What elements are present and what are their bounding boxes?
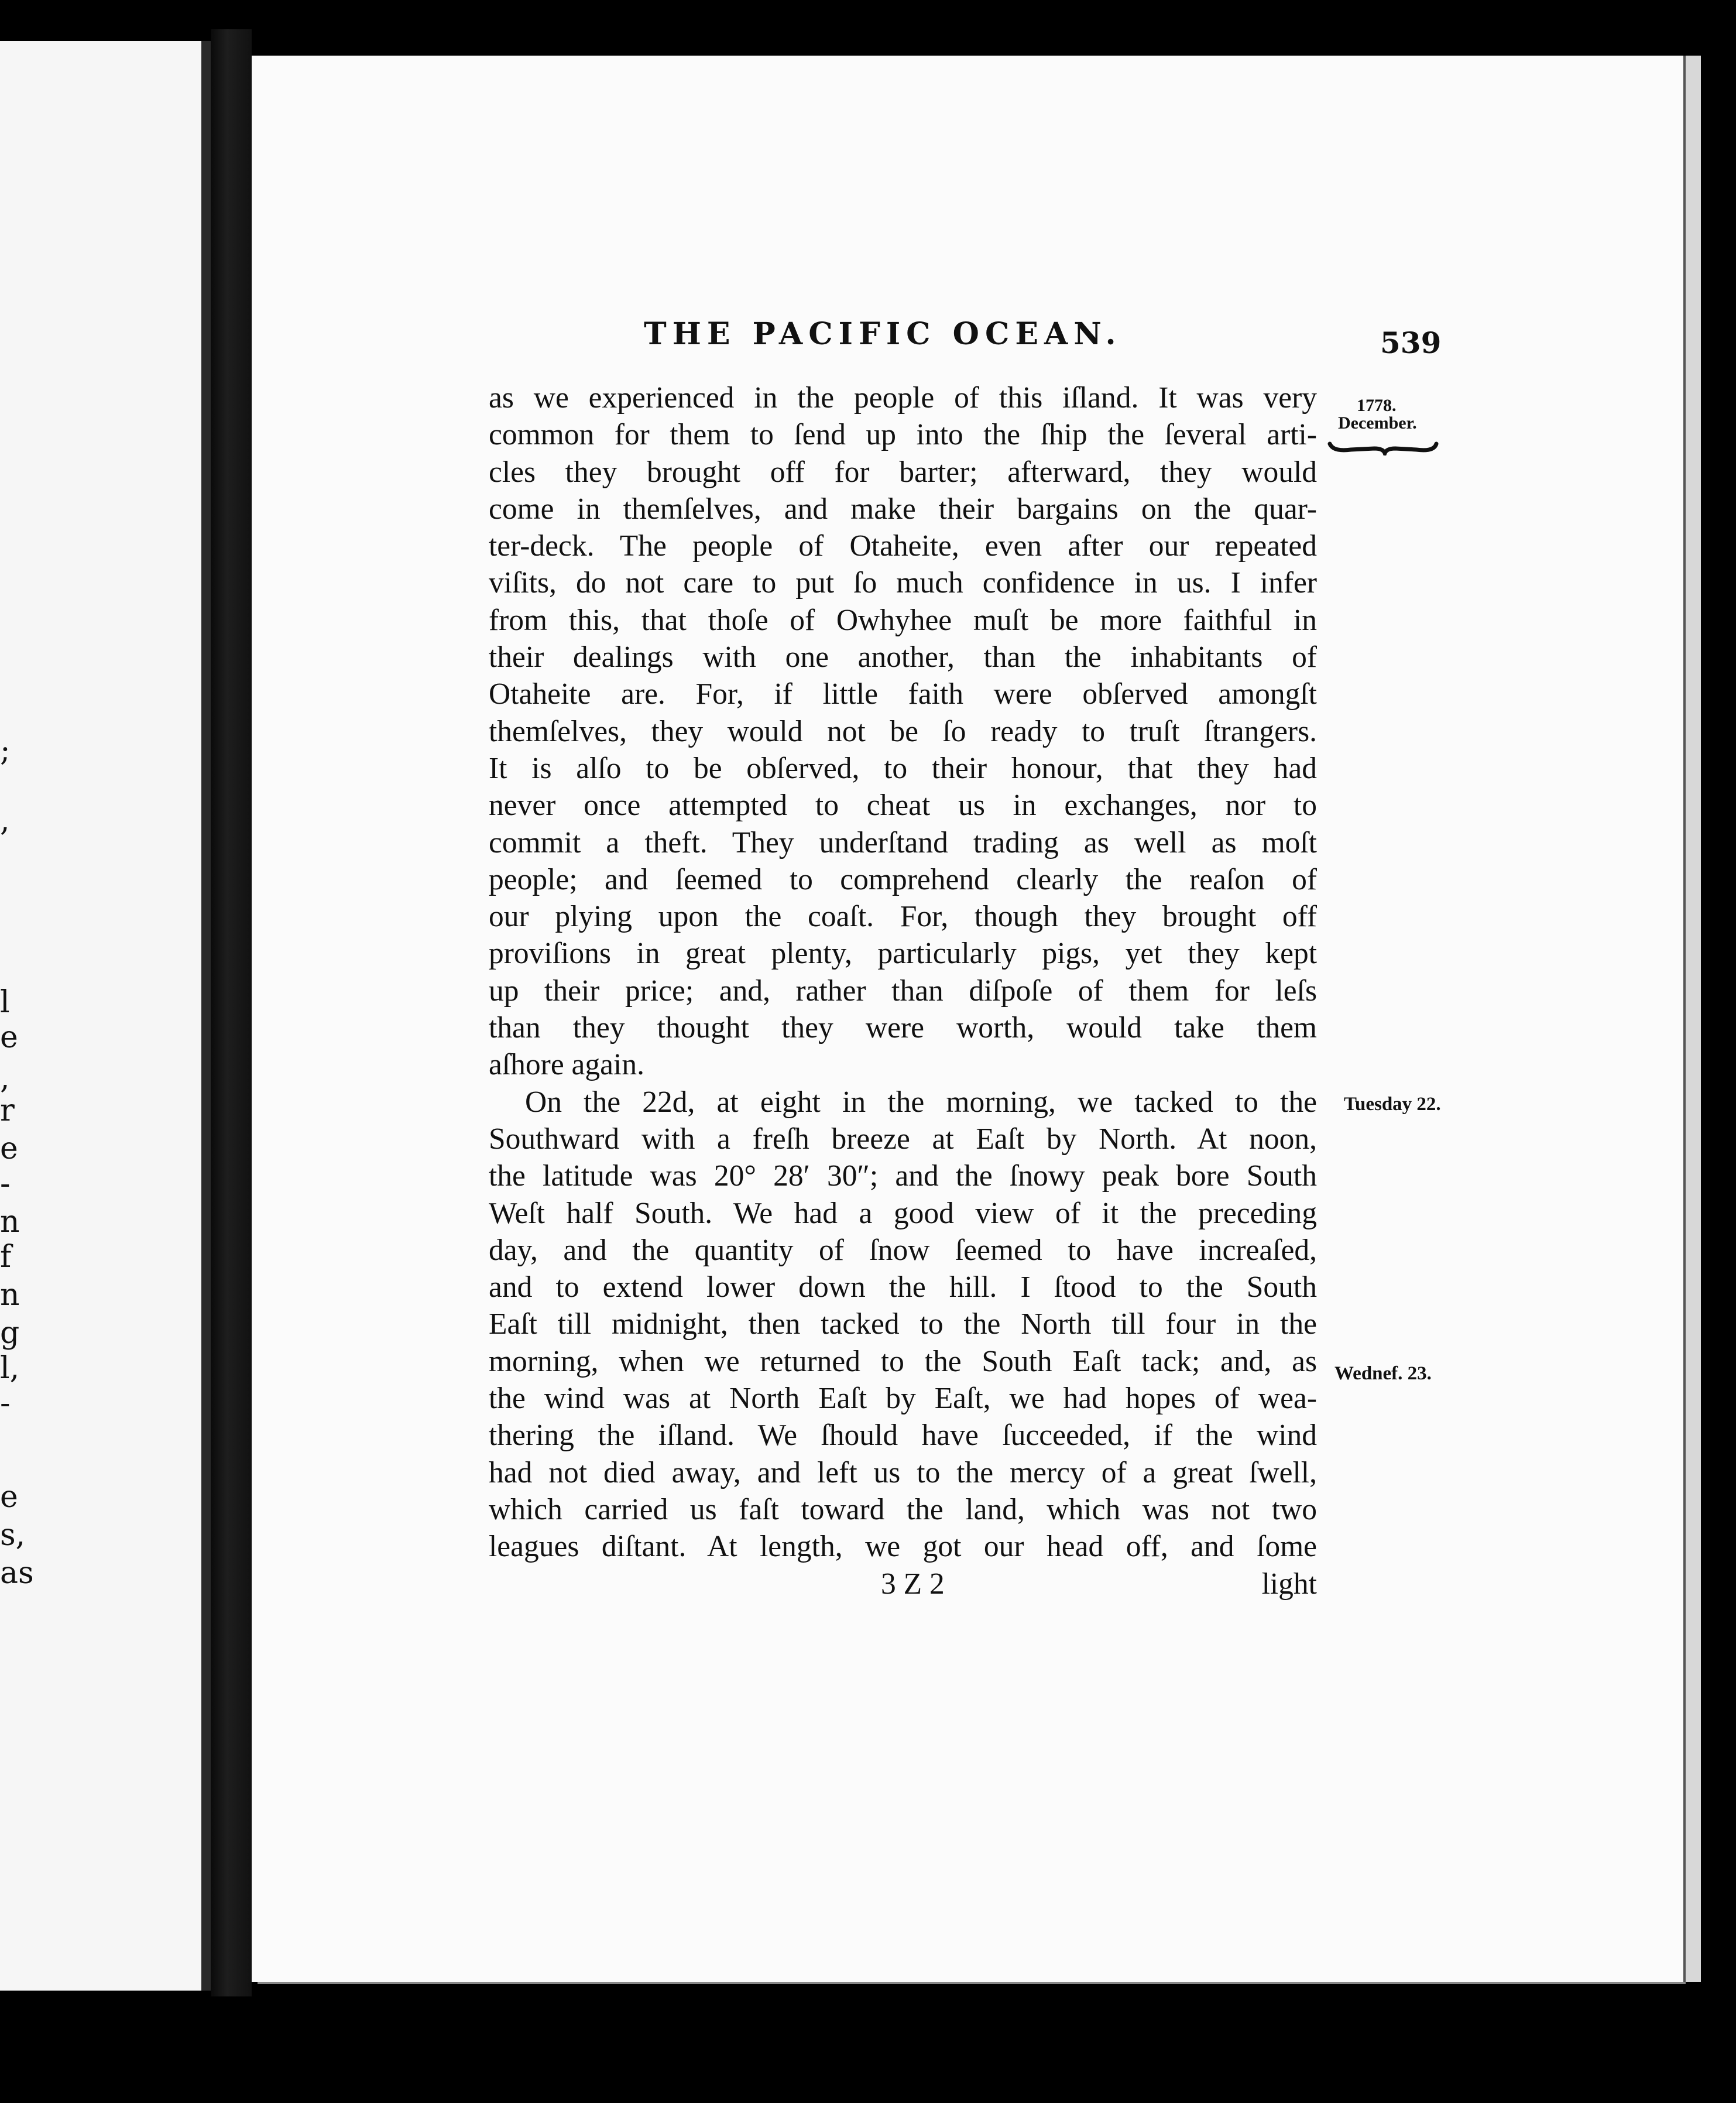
text-line: viſits, do not care to put ſo much confidence in us. I infer	[489, 566, 1317, 600]
text-line: our plying upon the coaſt. For, though they brought off	[489, 900, 1317, 934]
text-line: people; and ſeemed to comprehend clearly the reaſon of	[489, 862, 1317, 896]
left-fragment: ;	[0, 733, 11, 768]
paragraph-2	[489, 1084, 1317, 1566]
page-bottom-edge	[258, 1982, 1686, 1984]
text-line: Weſt half South. We had a good view of it the preceding	[489, 1196, 1317, 1230]
left-fragment: n	[0, 1204, 20, 1239]
text-line: than they thought they were worth, would take them	[489, 1011, 1317, 1045]
margin-note-month: December.	[1338, 413, 1417, 433]
left-fragment: l	[0, 985, 10, 1020]
text-line: Otaheite are. For, if little faith were obſerved amongſt	[489, 677, 1317, 711]
paragraph-1	[489, 379, 1317, 1084]
page-number: 539	[1380, 326, 1442, 360]
text-line: thering the iſland. We ſhould have ſucceeded, if the wind	[489, 1419, 1317, 1453]
left-fragment: ,	[0, 1061, 10, 1096]
text-line: Eaſt till midnight, then tacked to the North till four in the	[489, 1307, 1317, 1341]
text-line: from this, that thoſe of Owhyhee muſt be more faithful in	[489, 603, 1317, 637]
text-line: come in themſelves, and make their bargains on the quar-	[489, 492, 1317, 526]
left-fragment: n	[0, 1277, 20, 1313]
text-line: cles they brought off for barter; afterward, they would	[489, 455, 1317, 489]
left-fragment: e	[0, 1479, 18, 1515]
left-fragment: e	[0, 1131, 18, 1166]
book-gutter	[211, 29, 252, 1996]
left-fragment: -	[0, 1386, 11, 1421]
text-line: leagues diſtant. At length, we got our head off, and ſome	[489, 1530, 1317, 1564]
left-fragment: as	[0, 1556, 34, 1591]
body-text	[489, 379, 1317, 1602]
left-fragment: g	[0, 1316, 20, 1351]
text-line: never once attempted to cheat us in exchanges, nor to	[489, 789, 1317, 823]
right-page-edge	[1683, 56, 1701, 1982]
left-fragment: l,	[0, 1351, 20, 1386]
text-line: morning, when we returned to the South Eaſt tack; and, as	[489, 1344, 1317, 1378]
text-line: and to extend lower down the hill. I ſtood to the South	[489, 1270, 1317, 1304]
margin-note-wednesday: Wednef. 23.	[1334, 1363, 1432, 1384]
text-line: It is alſo to be obſerved, to their honour, that they had	[489, 751, 1317, 785]
left-fragment: f	[0, 1239, 12, 1275]
text-line: had not died away, and left us to the mercy of a great ſwell,	[489, 1455, 1317, 1489]
text-line: up their price; and, rather than diſpoſe of them for leſs	[489, 974, 1317, 1008]
left-page-binding-shadow	[201, 41, 211, 1991]
margin-brace-ornament	[1327, 440, 1439, 455]
text-line: day, and the quantity of ſnow ſeemed to have increaſed,	[489, 1233, 1317, 1267]
margin-note-tuesday: Tuesday 22.	[1344, 1094, 1441, 1115]
left-fragment: -	[0, 1166, 11, 1201]
signature-mark: 3 Z 2	[881, 1567, 945, 1601]
left-page-edge	[0, 41, 211, 1991]
text-line: the wind was at North Eaſt by Eaſt, we had hopes of wea-	[489, 1382, 1317, 1416]
catchword: light	[1261, 1567, 1317, 1601]
text-line: common for them to ſend up into the ſhip the ſeveral arti-	[489, 418, 1317, 452]
left-fragment: e	[0, 1020, 18, 1055]
page-footer	[489, 1566, 1317, 1602]
margin-note-year: 1778.	[1357, 396, 1397, 415]
text-line: their dealings with one another, than the inhabitants of	[489, 641, 1317, 674]
left-fragment: r	[0, 1093, 15, 1128]
left-fragment: s,	[0, 1518, 26, 1553]
text-line: proviſions in great plenty, particularly pigs, yet they kept	[489, 937, 1317, 971]
text-line: Southward with a freſh breeze at Eaſt by North. At noon,	[489, 1122, 1317, 1156]
text-line: commit a theft. They underſtand trading as well as moſt	[489, 826, 1317, 859]
text-line: On the 22d, at eight in the morning, we tacked to the	[525, 1085, 1317, 1119]
text-line: ter-deck. The people of Otaheite, even after our repeated	[489, 529, 1317, 563]
text-line: the latitude was 20° 28′ 30″; and the ſnowy peak bore South	[489, 1159, 1317, 1193]
running-head: THE PACIFIC OCEAN.	[644, 316, 1122, 352]
text-line: which carried us faſt toward the land, which was not two	[489, 1492, 1317, 1526]
text-line: themſelves, they would not be ſo ready to truſt ſtrangers.	[489, 714, 1317, 748]
left-fragment: ,	[0, 803, 10, 838]
text-line: as we experienced in the people of this iſland. It was very	[489, 381, 1317, 415]
text-line: aſhore again.	[489, 1048, 644, 1082]
